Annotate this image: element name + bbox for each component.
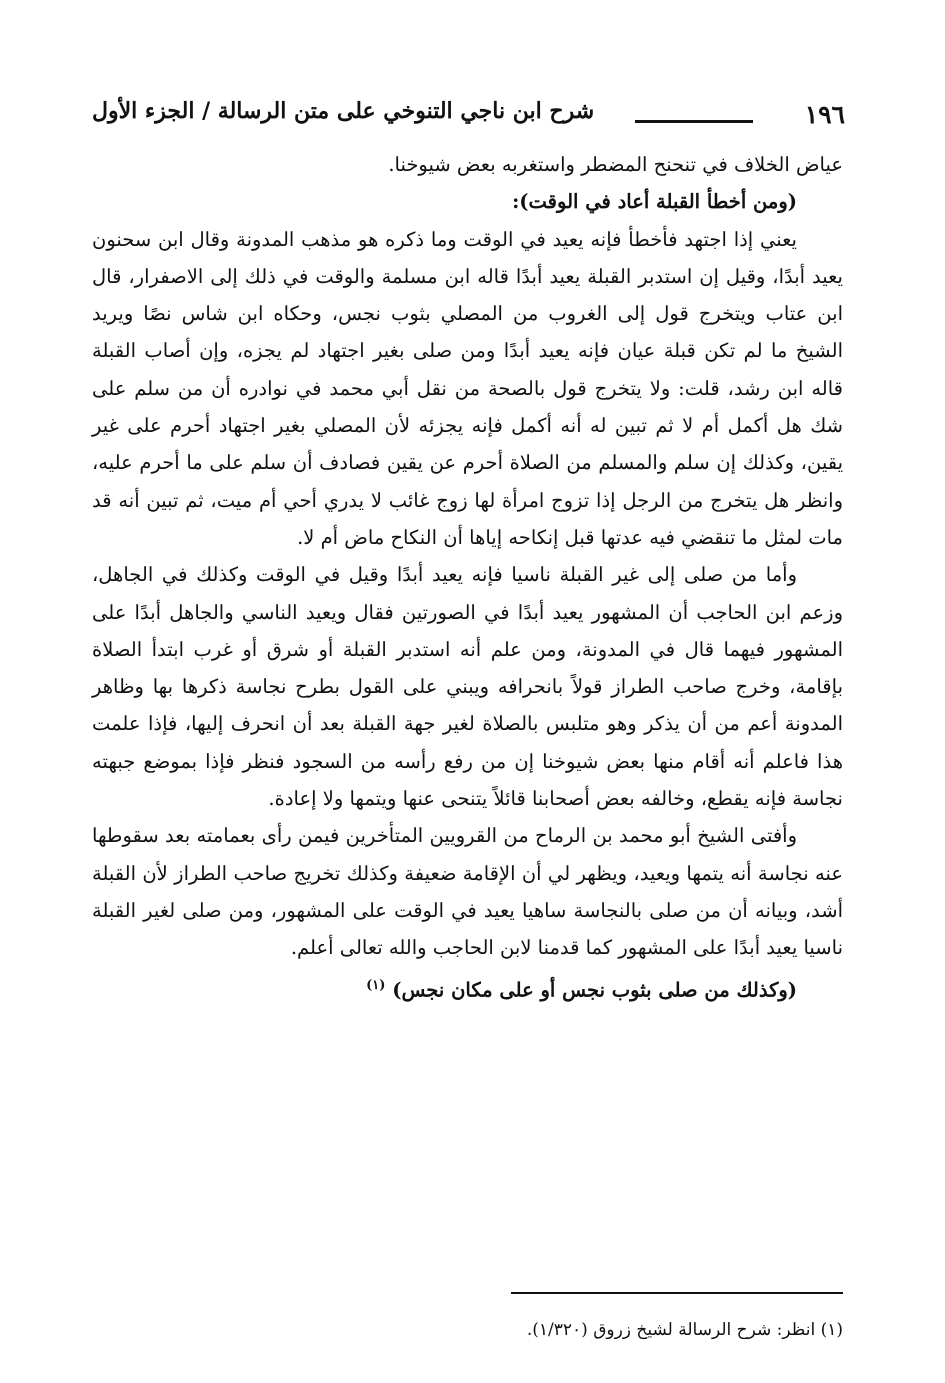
footnote-rule xyxy=(511,1292,843,1294)
paragraph: وأما من صلى إلى غير القبلة ناسيا فإنه يعيد أبدًا وقيل في الوقت وكذلك في الجاهل، وزعم ابن الحاجب أن المشهور يعيد أبدًا في الصورتين فقال ويعيد الناسي والجاهل أبدًا على المشهور فيهما قال في المدونة، ومن علم أنه استدبر القبلة أو شرق أو غرب ابتدأ الصلاة بإقامة، وخرج صاحب الطراز قولاً بانحرافه ويبني على القول بطرح نجاسة ذكرها بها وظاهر المدونة أعم من أن يذكر وهو متلبس بالصلاة لغير جهة القبلة بعد أن انحرف إليها، فإذا علمت هذا فاعلم أنه أقام منها بعض شيوخنا إن من رفع رأسه من السجود فنظر فإذا بموضع جبهته نجاسة فإنه يقطع، وخالفه بعض أصحابنا قائلاً يتنحى عنها ويتمها ولا إعادة. xyxy=(92,563,843,811)
header-rule xyxy=(635,120,753,123)
footnote: (١) انظر: شرح الرسالة لشيخ زروق (١/٣٢٠). xyxy=(526,1320,843,1340)
running-head xyxy=(92,96,845,136)
running-title: شرح ابن ناجي التنوخي على متن الرسالة / الجزء الأول xyxy=(92,98,595,124)
paragraph: عياض الخلاف في تنحنح المضطر واستغربه بعض شيوخنا. xyxy=(388,153,843,176)
footnote-marker: (١) xyxy=(366,977,386,993)
section-heading: (ومن أخطأ القبلة أعاد في الوقت): xyxy=(512,190,797,214)
paragraph: وأفتى الشيخ أبو محمد بن الرماح من القرويين المتأخرين فيمن رأى بعمامته بعد سقوطها عنه نجاسة أنه يتمها ويعيد، ويظهر لي أن الإقامة ضعيفة وكذلك تخريج صاحب الطراز لأن القبلة أشد، وبيانه أن من صلى بالنجاسة ساهيا يعيد في الوقت على المشهور، ومن صلى لغير القبلة ناسيا يعيد أبدًا على المشهور كما قدمنا لابن الحاجب والله تعالى أعلم. xyxy=(92,824,843,960)
section-heading-text: (وكذلك من صلى بثوب نجس أو على مكان نجس) xyxy=(392,978,797,1002)
page-body xyxy=(92,146,843,1008)
paragraph: يعني إذا اجتهد فأخطأ فإنه يعيد في الوقت وما ذكره هو مذهب المدونة وقال ابن سحنون يعيد أبدًا، وقيل إن استدبر القبلة يعيد أبدًا قاله ابن مسلمة والوقت في ذلك إلى الاصفرار، قال ابن عتاب ويتخرج قول إلى الغروب من المصلي بثوب نجس، وحكاه ابن شاس نصًا ويريد الشيخ ما لم تكن قبلة عيان فإنه يعيد أبدًا ومن صلى بغير اجتهاد لم يجزه، وإن أصاب القبلة قاله ابن رشد، قلت: ولا يتخرج قول بالصحة من نقل أبي محمد في نوادره أن من سلم على شك هل أكمل أم لا ثم تبين له أنه أكمل فإنه يجزئه لأن المصلي بغير اجتهاد أحرم على غير يقين، وكذلك إن سلم والمسلم من الصلاة أحرم عن يقين فصادف أن سلم على ما أحرم عليه، وانظر هل يتخرج من الرجل إذا تزوج امرأة لها زوج غائب لا يدري أحي أم ميت، ثم تبين أنه قد مات لمثل ما تنقضي فيه عدتها قبل إنكاحه إياها أن النكاح ماض أم لا. xyxy=(92,227,843,549)
section-heading xyxy=(92,967,843,1009)
page-number: ١٩٦ xyxy=(804,100,845,129)
